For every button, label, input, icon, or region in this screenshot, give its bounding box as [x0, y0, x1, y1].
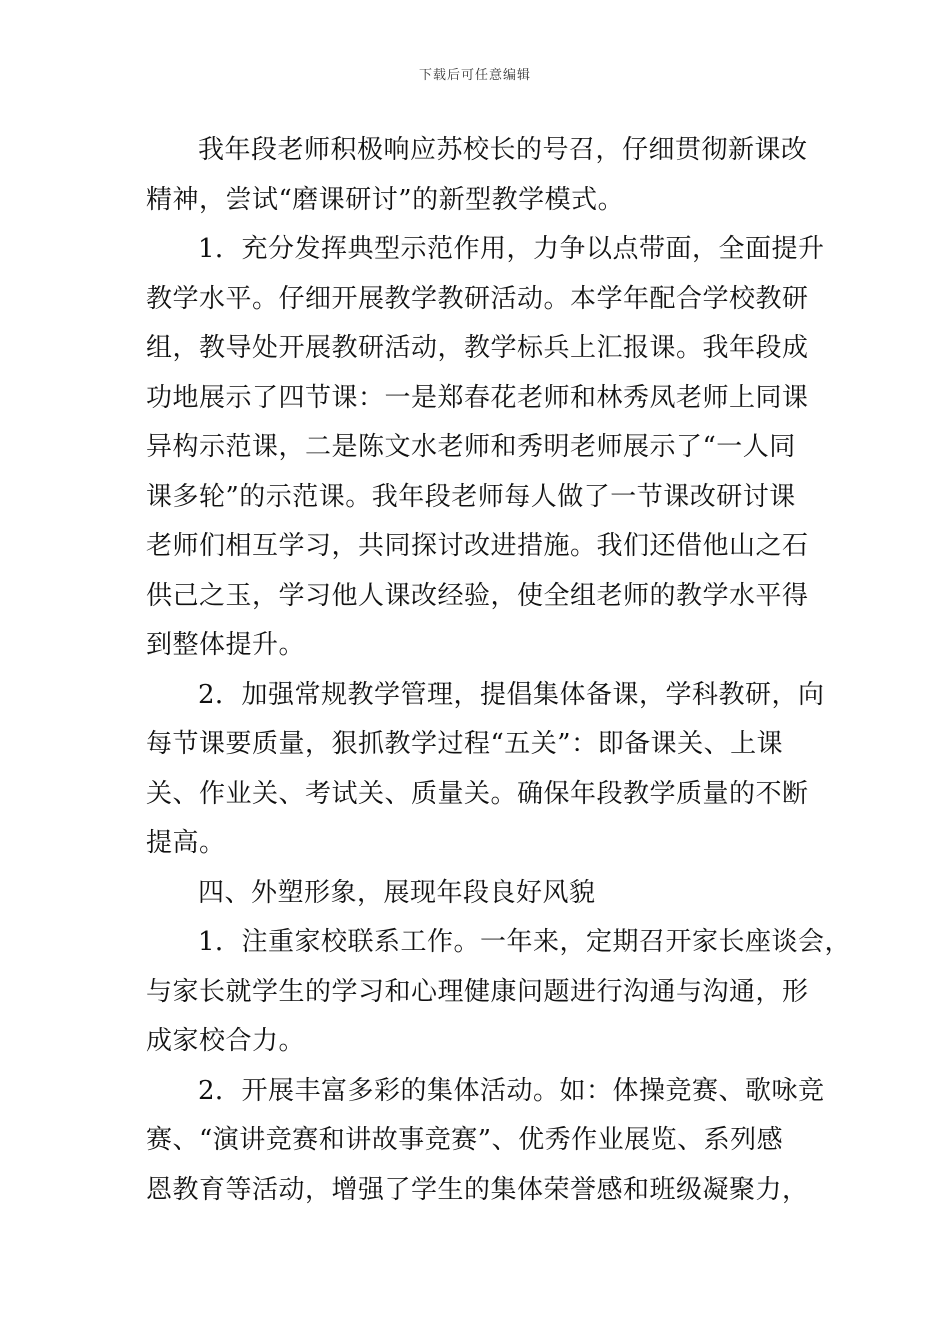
- text-line: 2．开展丰富多彩的集体活动。如：体操竞赛、歌咏竞: [198, 1075, 825, 1106]
- text-line: 老师们相互学习，共同探讨改进措施。我们还借他山之石: [146, 531, 809, 561]
- text-line: 功地展示了四节课：一是郑春花老师和林秀凤老师上同课: [146, 382, 809, 413]
- text-line: 与家长就学生的学习和心理健康问题进行沟通与沟通，形: [146, 976, 809, 1007]
- text-line: 2．加强常规教学管理，提倡集体备课，学科教研，向: [198, 679, 825, 710]
- text-line: 异构示范课，二是陈文水老师和秀明老师展示了“一人同: [146, 432, 796, 462]
- text-line: 组，教导处开展教研活动，教学标兵上汇报课。我年段成: [146, 333, 809, 363]
- text-line: 我年段老师积极响应苏校长的号召，仔细贯彻新课改: [198, 135, 808, 165]
- text-line: 恩教育等活动，增强了学生的集体荣誉感和班级凝聚力，: [146, 1174, 809, 1205]
- text-line: 精神，尝试“磨课研讨”的新型教学模式。: [146, 184, 625, 215]
- page-header: 下载后可任意编辑: [418, 68, 531, 83]
- text-line: 到整体提升。: [146, 630, 306, 660]
- text-line: 关、作业关、考试关、质量关。确保年段教学质量的不断: [146, 778, 809, 809]
- text-line: 提高。: [146, 828, 226, 858]
- text-line: 赛、“演讲竞赛和讲故事竞赛”、优秀作业展览、系列感: [146, 1125, 784, 1155]
- document-body: [146, 126, 852, 1215]
- text-line: 教学水平。仔细开展教学教研活动。本学年配合学校教研: [146, 283, 809, 314]
- text-line: 课多轮”的示范课。我年段老师每人做了一节课改研讨课: [146, 481, 796, 512]
- text-line: 成家校合力。: [146, 1026, 306, 1056]
- text-line: 供己之玉，学习他人课改经验，使全组老师的教学水平得: [146, 580, 809, 611]
- text-line: 1．充分发挥典型示范作用，力争以点带面，全面提升: [198, 234, 825, 264]
- text-line: 四、外塑形象，展现年段良好风貌: [198, 877, 596, 908]
- text-line: 1．注重家校联系工作。一年来，定期召开家长座谈会，: [198, 927, 852, 957]
- text-line: 每节课要质量，狠抓教学过程“五关”：即备课关、上课: [146, 729, 784, 759]
